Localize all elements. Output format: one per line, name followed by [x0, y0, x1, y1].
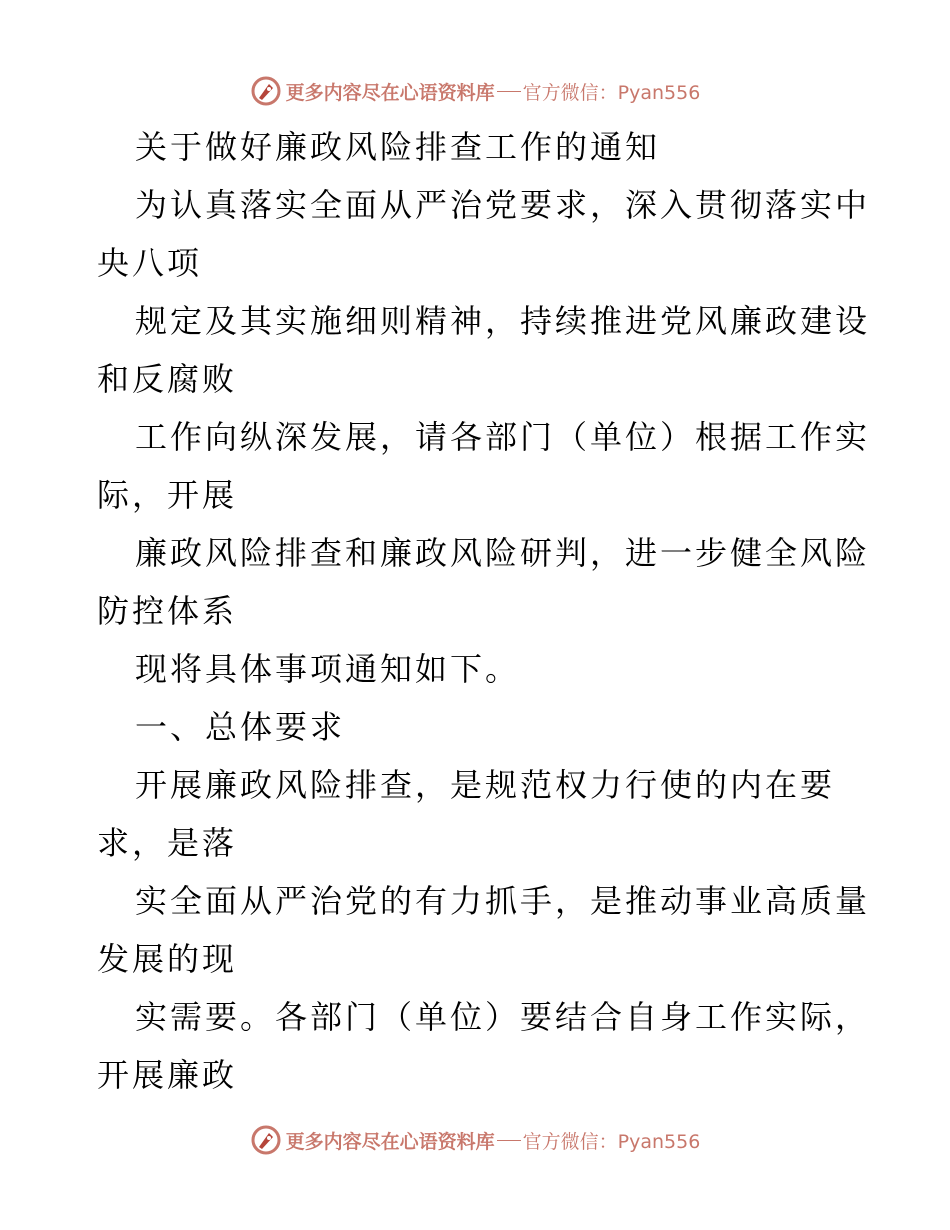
pen-nib-logo-icon [250, 75, 282, 107]
footer-banner-contact: 官方微信：Pyan556 [522, 1130, 701, 1153]
header-banner-title: 更多内容尽在心语资料库 [285, 81, 495, 104]
paragraph-line: 规定及其实施细则精神，持续推进党风廉政建设 [135, 302, 871, 340]
paragraph-line: 际，开展 [97, 476, 238, 514]
header-banner [0, 71, 950, 111]
document-body [97, 118, 871, 1104]
paragraph-line: 现将具体事项通知如下。 [135, 650, 521, 688]
paragraph-line: 求，是落 [97, 824, 238, 862]
header-banner-divider [497, 91, 521, 92]
paragraph-line: 廉政风险排查和廉政风险研判，进一步健全风险 [135, 534, 871, 572]
paragraph-line: 发展的现 [97, 940, 238, 978]
paragraph-line: 防控体系 [97, 592, 238, 630]
footer-banner-title: 更多内容尽在心语资料库 [285, 1130, 495, 1153]
paragraph-line: 实需要。各部门（单位）要结合自身工作实际， [135, 998, 871, 1036]
paragraph-line: 央八项 [97, 244, 203, 282]
pen-nib-logo-icon [250, 1124, 282, 1156]
section-heading: 一、总体要求 [135, 708, 346, 746]
paragraph-line: 和反腐败 [97, 360, 238, 398]
footer-banner [0, 1120, 950, 1160]
paragraph-line: 为认真落实全面从严治党要求，深入贯彻落实中 [135, 186, 871, 224]
paragraph-line: 实全面从严治党的有力抓手，是推动事业高质量 [135, 882, 871, 920]
document-title: 关于做好廉政风险排查工作的通知 [135, 128, 661, 166]
paragraph-line: 开展廉政 [97, 1056, 238, 1094]
paragraph-line: 开展廉政风险排查，是规范权力行使的内在要 [135, 766, 836, 804]
footer-banner-divider [497, 1140, 521, 1141]
header-banner-contact: 官方微信：Pyan556 [522, 81, 701, 104]
paragraph-line: 工作向纵深发展，请各部门（单位）根据工作实 [135, 418, 871, 456]
